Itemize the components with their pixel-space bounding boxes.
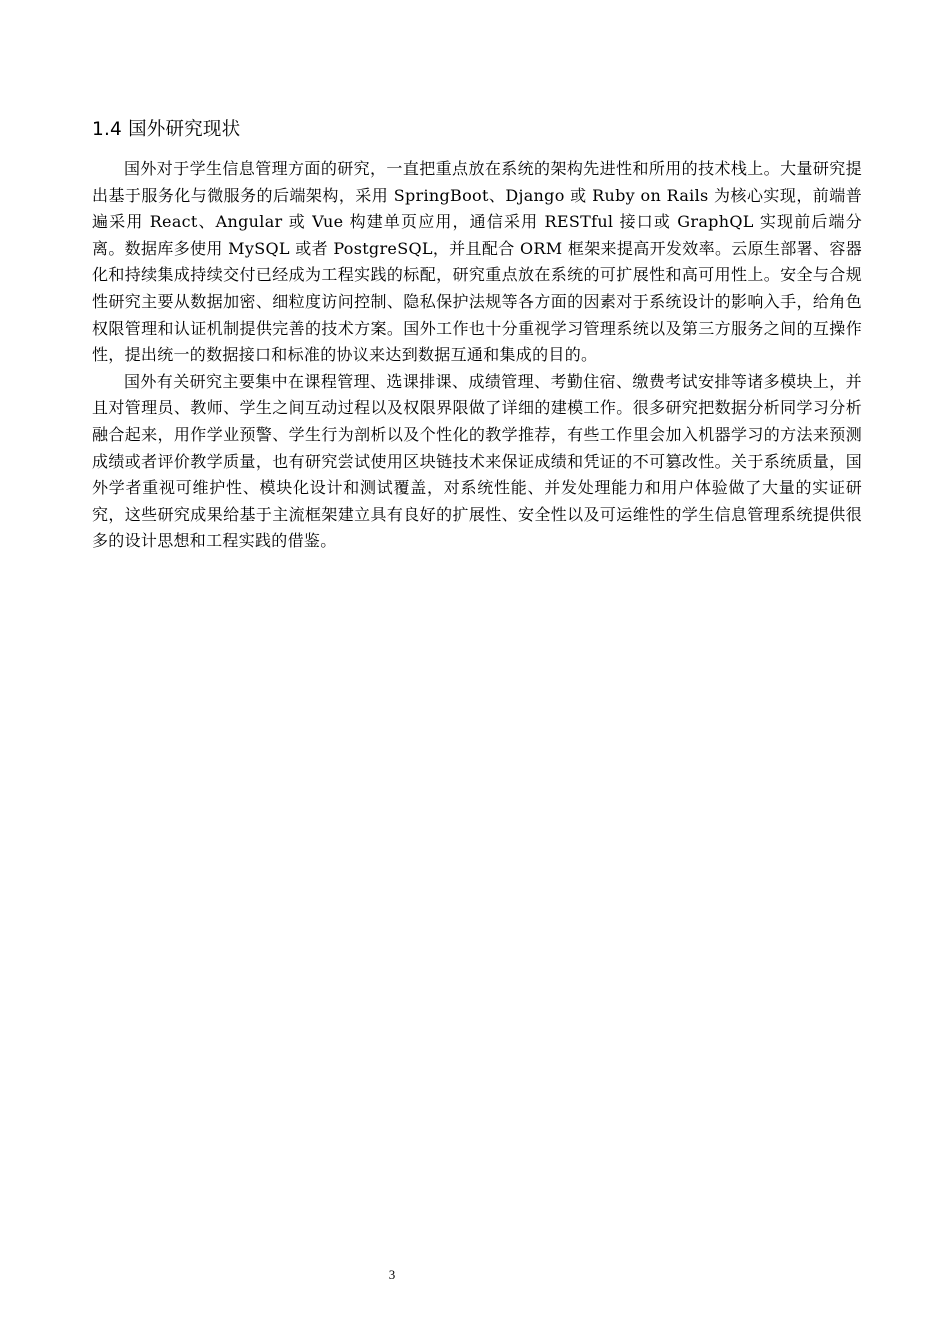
section-heading: 1.4 国外研究现状 <box>92 119 241 140</box>
paragraph-2: 国外有关研究主要集中在课程管理、选课排课、成绩管理、考勤住宿、缴费考试安排等诸多模块上，并且对管理员、教师、学生之间互动过程以及权限界限做了详细的建模工作。很多研究把数据分析同学习分析融合起来，用作学业预警、学生行为剖析以及个性化的教学推荐，有些工作里会加入机器学习的方法来预测成绩或者评价教学质量，也有研究尝试使用区块链技术来保证成绩和凭证的不可篡改性。关于系统质量，国外学者重视可维护性、模块化设计和测试覆盖，对系统性能、并发处理能力和用户体验做了大量的实证研究，这些研究成果给基于主流框架建立具有良好的扩展性、安全性以及可运维性的学生信息管理系统提供很多的设计思想和工程实践的借鉴。 <box>92 371 862 551</box>
section-content <box>92 116 862 555</box>
paragraph-1: 国外对于学生信息管理方面的研究，一直把重点放在系统的架构先进性和所用的技术栈上。大量研究提出基于服务化与微服务的后端架构，采用 SpringBoot、Django 或 Ruby on Rails 为核心实现，前端普遍采用 React、Angular 或 Vue 构建单页应用，通信采用 RESTful 接口或 GraphQL 实现前后端分离。数据库多使用 MySQL 或者 PostgreSQL，并且配合 ORM 框架来提高开发效率。云原生部署、容器化和持续集成持续交付已经成为工程实践的标配，研究重点放在系统的可扩展性和高可用性上。安全与合规性研究主要从数据加密、细粒度访问控制、隐私保护法规等各方面的因素对于系统设计的影响入手，给角色权限管理和认证机制提供完善的技术方案。国外工作也十分重视学习管理系统以及第三方服务之间的互操作性，提出统一的数据接口和标准的协议来达到数据互通和集成的目的。 <box>92 159 862 365</box>
page-number: 3 <box>388 1267 396 1282</box>
